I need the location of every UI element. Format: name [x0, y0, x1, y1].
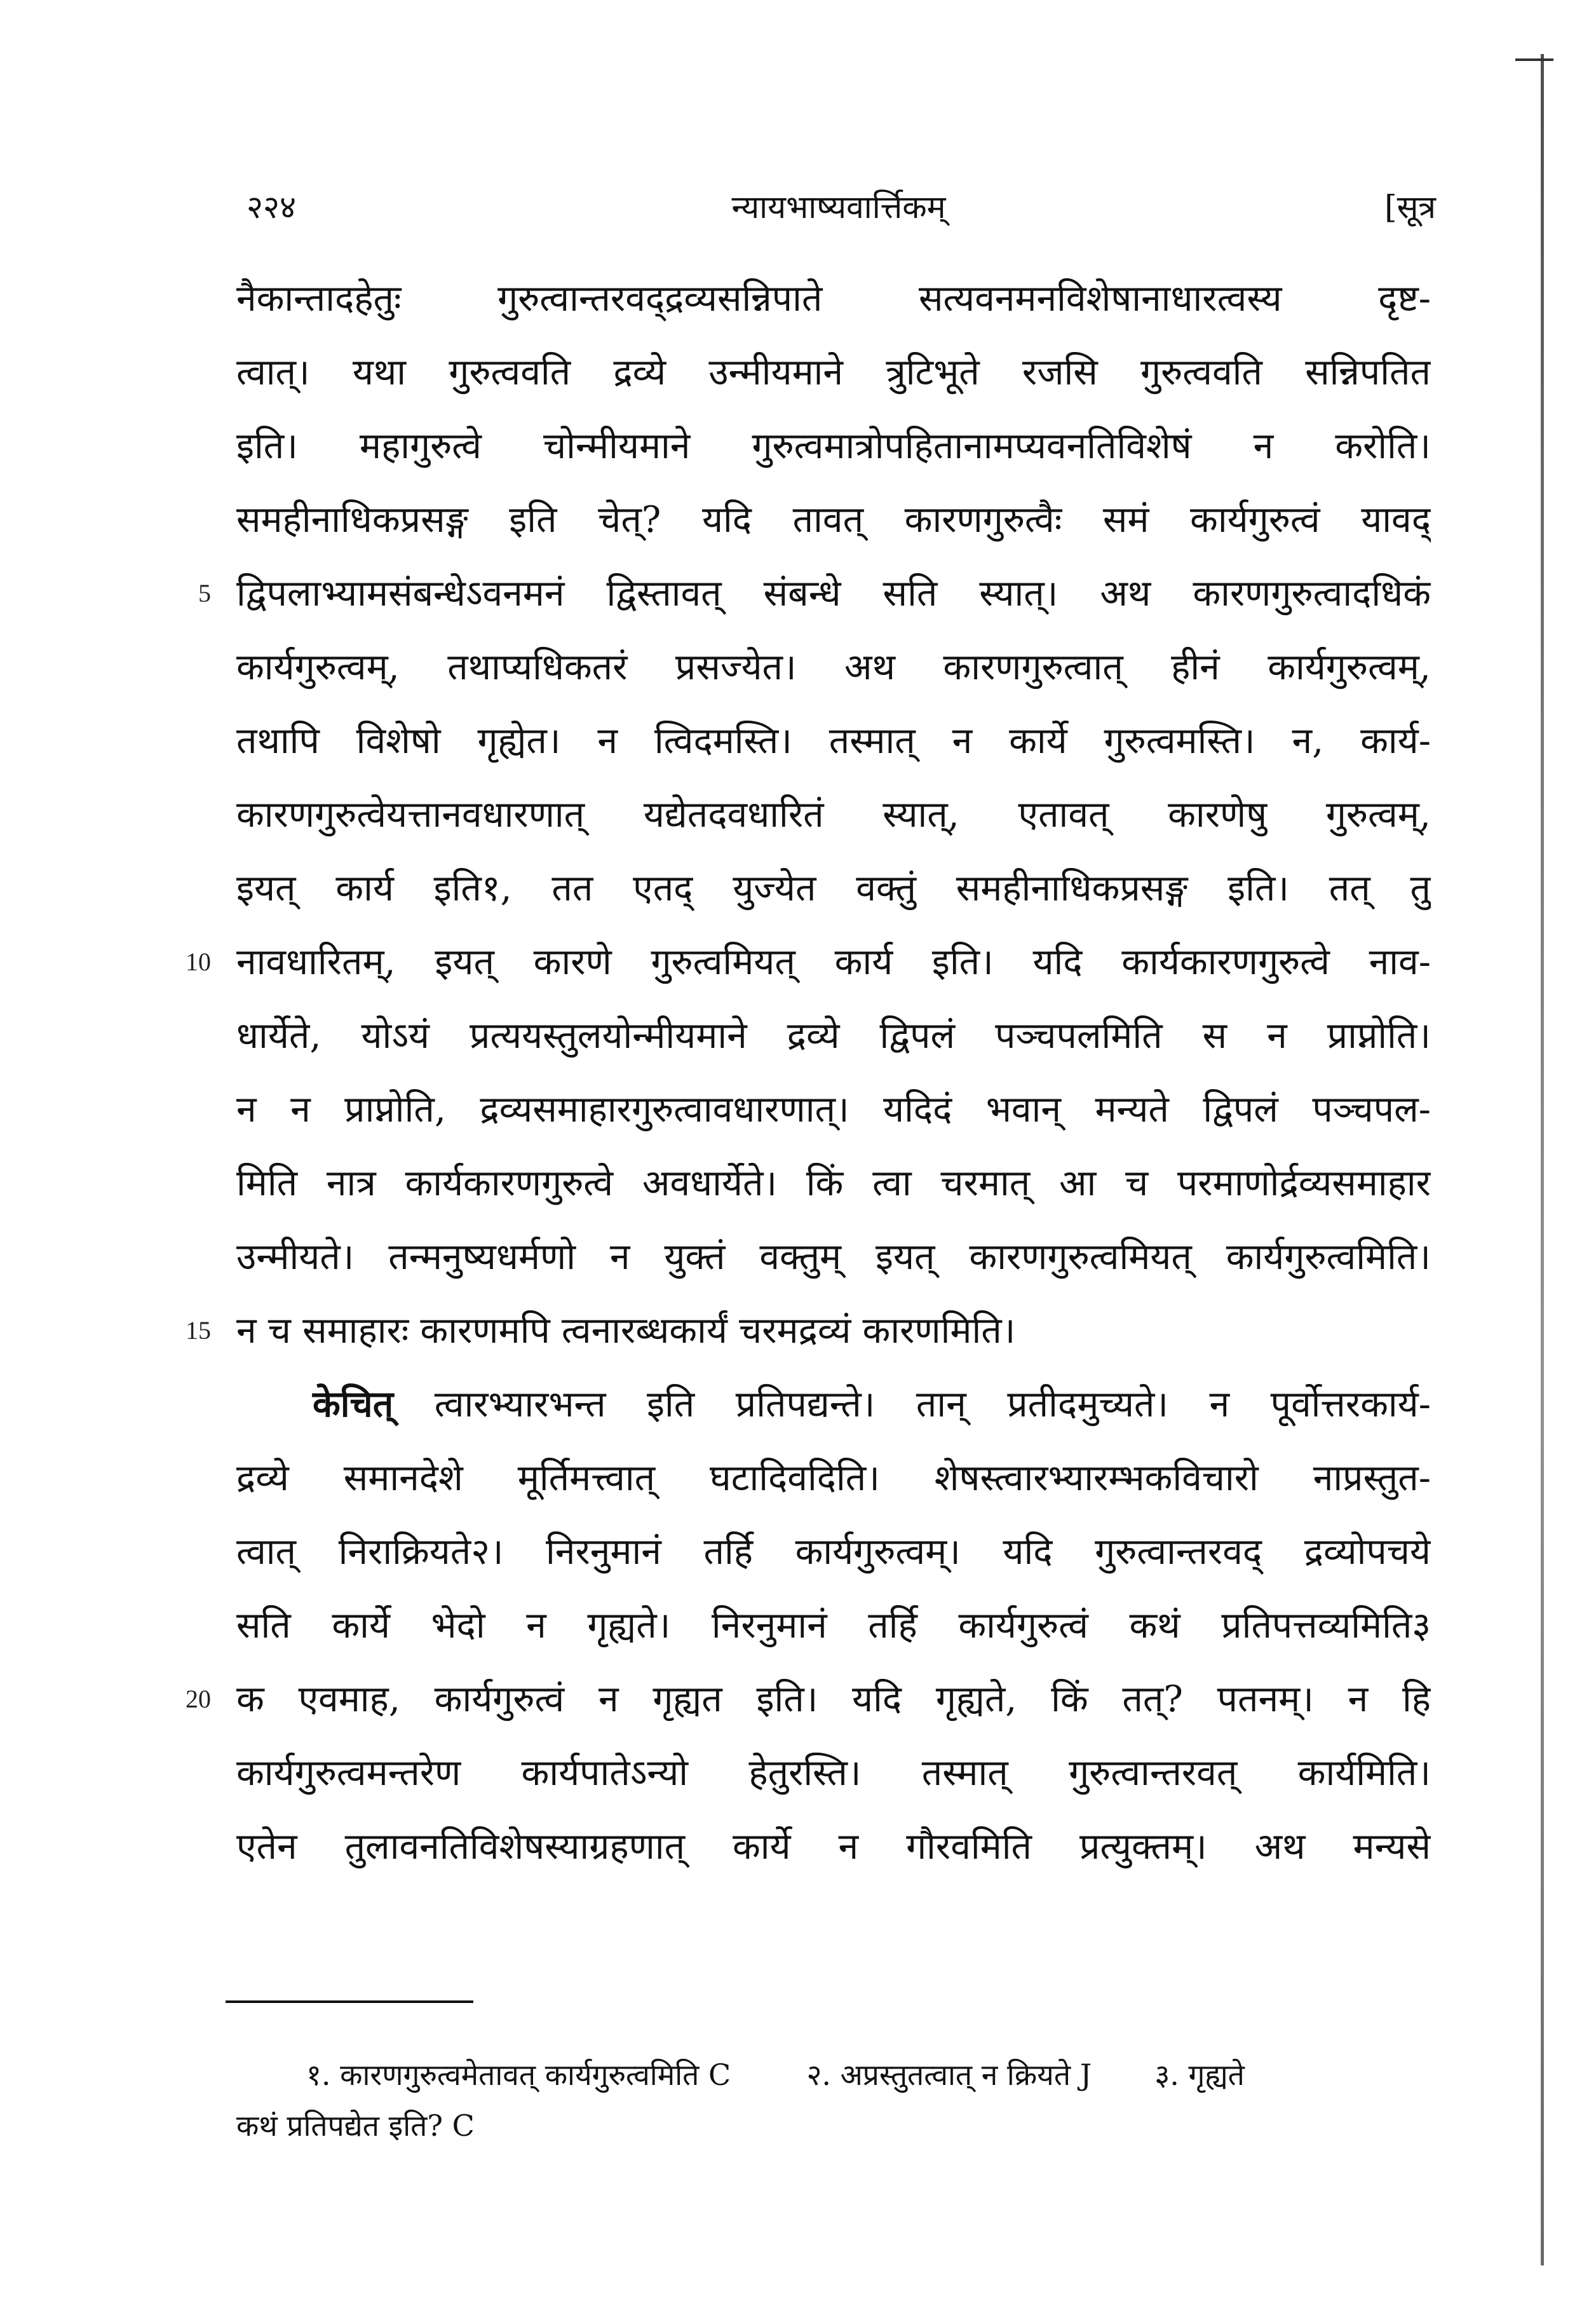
text-line: कार्यगुरुत्वम्, तथाप्यधिकतरं प्रसज्येत। अथ कारणगुरुत्वात् हीनं कार्यगुरुत्वम्, — [236, 646, 1431, 688]
text-line: इति। महागुरुत्वे चोन्मीयमाने गुरुत्वमात्रोपहितानामप्यवनतिविशेषं न करोति। — [236, 425, 1431, 467]
text-line: एतेन तुलावनतिविशेषस्याग्रहणात् कार्ये न गौरवमिति प्रत्युक्तम्। अथ मन्यसे — [236, 1826, 1431, 1868]
text-line: मिति नात्र कार्यकारणगुरुत्वे अवधार्येते। किं त्वा चरमात् आ च परमाणोर्द्रव्यसमाहार — [236, 1162, 1431, 1204]
line-number: 10 — [186, 947, 211, 976]
text-line: त्वात्। यथा गुरुत्ववति द्रव्ये उन्मीयमाने त्रुटिभूते रजसि गुरुत्ववति सन्निपतित — [236, 351, 1431, 393]
footnotes-line-1 — [236, 2049, 1431, 2100]
text-line: उन्मीयते। तन्मनुष्यधर्मणो न युक्तं वक्तुम् इयत् कारणगुरुत्वमियत् कार्यगुरुत्वमिति। — [236, 1236, 1431, 1278]
running-header — [241, 184, 1436, 241]
text-line-rest: त्वारभ्यारभन्त इति प्रतिपद्यन्ते। तान् प्रतीदमुच्यते। न पूर्वोत्तरकार्य- — [434, 1383, 1431, 1425]
line-number: 5 — [198, 579, 211, 608]
text-line: त्वात् निराक्रियते२। निरनुमानं तर्हि कार्यगुरुत्वम्। यदि गुरुत्वान्तरवद् द्रव्योपचये — [236, 1531, 1431, 1573]
text-line: धार्येते, योऽयं प्रत्ययस्तुलयोन्मीयमाने द्रव्ये द्विपलं पञ्चपलमिति स न प्राप्नोति। — [236, 1015, 1431, 1057]
paragraph-start-line — [236, 1368, 1431, 1441]
footnotes-line-2 — [236, 2100, 1431, 2151]
text-line: इयत् कार्य इति१, तत एतद् युज्येत वक्तुं समहीनाधिकप्रसङ्ग इति। तत् तु — [236, 867, 1431, 909]
text-line: क एवमाह, कार्यगुरुत्वं न गृह्यत इति। यदि गृह्यते, किं तत्? पतनम्। न हि — [236, 1678, 1431, 1720]
scan-edge-tick — [1515, 58, 1553, 61]
text-line: समहीनाधिकप्रसङ्ग इति चेत्? यदि तावत् कारणगुरुत्वैः समं कार्यगुरुत्वं यावद् — [236, 499, 1431, 541]
line-number: 15 — [186, 1316, 211, 1345]
text-line: सति कार्ये भेदो न गृह्यते। निरनुमानं तर्हि कार्यगुरुत्वं कथं प्रतिपत्तव्यमिति३ — [236, 1605, 1431, 1646]
footnote-3-start: ३. गृह्यते — [1154, 2058, 1245, 2092]
line-number: 20 — [186, 1685, 211, 1713]
footnote-3-end: कथं प्रतिपद्येत इति? C — [236, 2108, 475, 2143]
text-line: न च समाहारः कारणमपि त्वनारब्धकार्यं चरमद्रव्यं कारणमिति। — [236, 1310, 1016, 1352]
main-text — [186, 262, 1431, 1884]
text-line: कार्यगुरुत्वमन्तरेण कार्यपातेऽन्यो हेतुरस्ति। तस्मात् गुरुत्वान्तरवत् कार्यमिति। — [236, 1752, 1431, 1794]
text-line: कारणगुरुत्वेयत्तानवधारणात् यद्येतदवधारितं स्यात्, एतावत् कारणेषु गुरुत्वम्, — [236, 794, 1431, 836]
scan-edge-line — [1541, 54, 1544, 2265]
page-number: २२४ — [247, 189, 296, 226]
text-line: द्विपलाभ्यामसंबन्धेऽवनमनं द्विस्तावत् संबन्धे सति स्यात्। अथ कारणगुरुत्वादधिकं — [236, 573, 1431, 614]
running-title: न्यायभाष्यवार्त्तिकम् — [731, 189, 946, 226]
text-line: द्रव्ये समानदेशे मूर्तिमत्त्वात् घटादिवदिति। शेषस्त्वारभ्यारम्भकविचारो नाप्रस्तुत- — [236, 1457, 1431, 1499]
footnote-2: २. अप्रस्तुतत्वात् न क्रियते J — [806, 2058, 1092, 2092]
section-marker: [सूत्र — [1384, 189, 1436, 226]
bold-lead-word: केचित् — [313, 1383, 394, 1425]
footnote-rule — [226, 2000, 473, 2003]
text-line: नैकान्तादहेतुः गुरुत्वान्तरवद्द्रव्यसन्निपाते सत्यवनमनविशेषानाधारत्वस्य दृष्ट- — [236, 278, 1431, 320]
text-line: नावधारितम्, इयत् कारणे गुरुत्वमियत् कार्य इति। यदि कार्यकारणगुरुत्वे नाव- — [236, 941, 1431, 983]
text-line: तथापि विशेषो गृह्येत। न त्विदमस्ति। तस्मात् न कार्ये गुरुत्वमस्ति। न, कार्य- — [236, 720, 1431, 762]
footnote-1: १. कारणगुरुत्वमेतावत् कार्यगुरुत्वमिति C — [306, 2058, 731, 2092]
text-line: न न प्राप्नोति, द्रव्यसमाहारगुरुत्वावधारणात्। यदिदं भवान् मन्यते द्विपलं पञ्चपल- — [236, 1089, 1431, 1130]
